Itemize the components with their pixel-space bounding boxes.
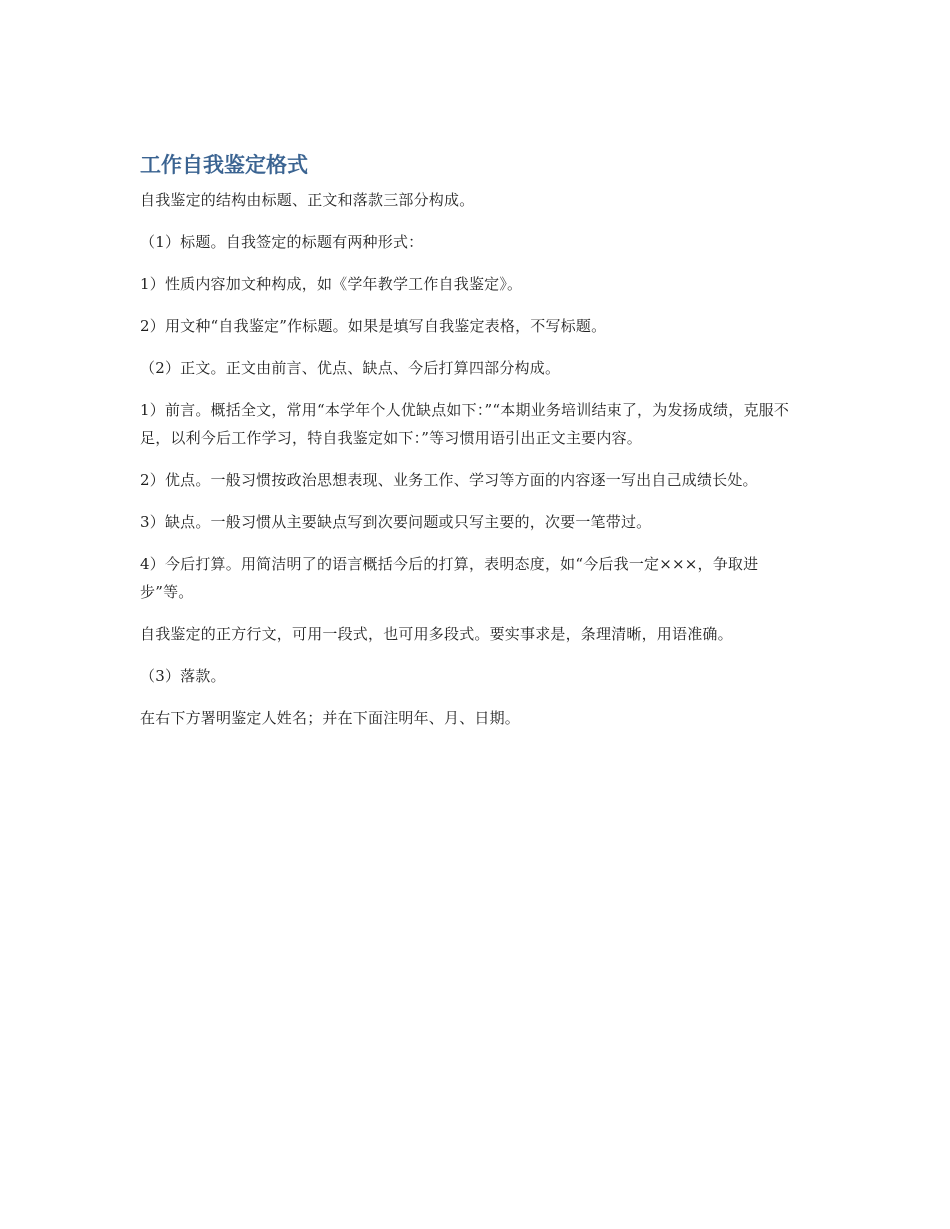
paragraph-strengths: 2）优点。一般习惯按政治思想表现、业务工作、学习等方面的内容逐一写出自己成绩长处。 (140, 471, 758, 489)
paragraph-preface: 1）前言。概括全文，常用“本学年个人优缺点如下：”“本期业务培训结束了，为发扬成绩，克服不足，以利今后工作学习，特自我鉴定如下：”等习惯用语引出正文主要内容。 (140, 401, 790, 447)
paragraph-writing-style: 自我鉴定的正方行文，可用一段式，也可用多段式。要实事求是，条理清晰，用语准确。 (140, 625, 733, 643)
paragraph-title-form-1: 1）性质内容加文种构成，如《学年教学工作自我鉴定》。 (140, 275, 523, 293)
document-page (140, 150, 805, 746)
paragraph-title-form-2: 2）用文种“自我鉴定”作标题。如果是填写自我鉴定表格，不写标题。 (140, 317, 607, 335)
paragraph-weaknesses: 3）缺点。一般习惯从主要缺点写到次要问题或只写主要的，次要一笔带过。 (140, 513, 652, 531)
paragraph-intro: 自我鉴定的结构由标题、正文和落款三部分构成。 (140, 191, 475, 209)
paragraph-future-plans: 4）今后打算。用简洁明了的语言概括今后的打算，表明态度，如“今后我一定×××，争取进步”等。 (140, 555, 759, 601)
paragraph-signature-section: （3）落款。 (140, 667, 226, 685)
document-title: 工作自我鉴定格式 (140, 153, 308, 177)
paragraph-signature-details: 在右下方署明鉴定人姓名；并在下面注明年、月、日期。 (140, 709, 521, 727)
paragraph-body-section: （2）正文。正文由前言、优点、缺点、今后打算四部分构成。 (140, 359, 561, 377)
paragraph-title-section: （1）标题。自我签定的标题有两种形式： (140, 233, 424, 251)
